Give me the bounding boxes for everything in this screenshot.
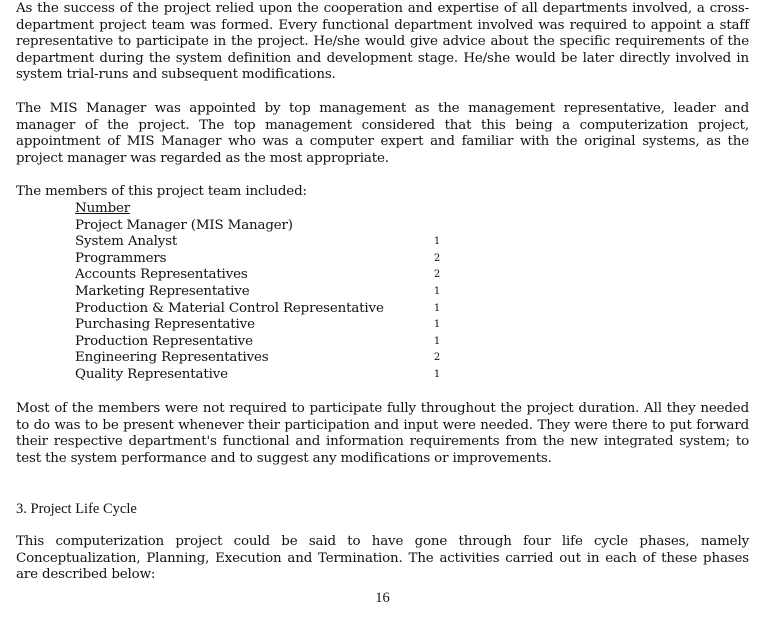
member-role: Purchasing Representative — [75, 317, 255, 333]
member-number: 2 — [433, 269, 441, 281]
paragraph-member-participation: Most of the members were not required to participate fully throughout the project duration. All they needed to do was to be present whenever their participation and input were needed. They were there to put forward their respective department's functional and information requirements from the new integrated system; to test the system performance and to suggest any modifications or improvements. — [16, 401, 749, 466]
member-number: 1 — [433, 285, 441, 297]
paragraph-life-cycle: This computerization project could be said to have gone through four life cycle phases, namely Conceptualization, Planning, Execution and Termination. The activities carried out in each of these phases are described below: — [16, 534, 749, 583]
table-row — [75, 334, 495, 351]
member-number: 1 — [433, 368, 441, 380]
member-number: 1 — [433, 319, 441, 331]
member-role: Production & Material Control Representative — [75, 300, 384, 316]
member-role: Production Representative — [75, 333, 253, 349]
member-role: Project Manager (MIS Manager) — [75, 217, 293, 233]
page-number: 16 — [375, 590, 390, 606]
members-table-header — [75, 201, 495, 218]
table-row — [75, 284, 495, 301]
table-row — [75, 234, 495, 251]
member-role: Marketing Representative — [75, 283, 250, 299]
members-table — [75, 201, 495, 384]
member-role: Programmers — [75, 250, 167, 266]
table-row — [75, 218, 495, 235]
section-heading: 3. Project Life Cycle — [16, 501, 137, 517]
member-role: System Analyst — [75, 234, 178, 250]
member-number: 1 — [433, 302, 441, 314]
paragraph-project-team: As the success of the project relied upon the cooperation and expertise of all departments involved, a cross-department project team was formed. Every functional department involved was required to appoint a staff representative to participate in the project. He/she would give advice about the specific requirements of the department during the system definition and development stage. He/she would be later directly involved in system trial-runs and subsequent modifications. — [16, 1, 749, 83]
members-intro: The members of this project team included: — [16, 184, 307, 199]
member-number — [427, 218, 447, 235]
table-row — [75, 350, 495, 367]
table-row — [75, 251, 495, 268]
member-role: Engineering Representatives — [75, 350, 269, 366]
member-number: 1 — [433, 236, 441, 248]
member-number: 2 — [433, 352, 441, 364]
members-header-number: Number — [75, 201, 131, 216]
table-row — [75, 317, 495, 334]
member-number: 2 — [433, 252, 441, 264]
table-row — [75, 367, 495, 384]
member-role: Quality Representative — [75, 366, 228, 382]
member-role: Accounts Representatives — [75, 267, 248, 283]
table-row — [75, 301, 495, 318]
paragraph-mis-manager: The MIS Manager was appointed by top management as the management representative, leader and manager of the project. The top management considered that this being a computerization project, appointment of MIS Manager who was a computer expert and familiar with the original systems, as the project manager was regarded as the most appropriate. — [16, 101, 749, 166]
member-number: 1 — [433, 335, 441, 347]
table-row — [75, 267, 495, 284]
